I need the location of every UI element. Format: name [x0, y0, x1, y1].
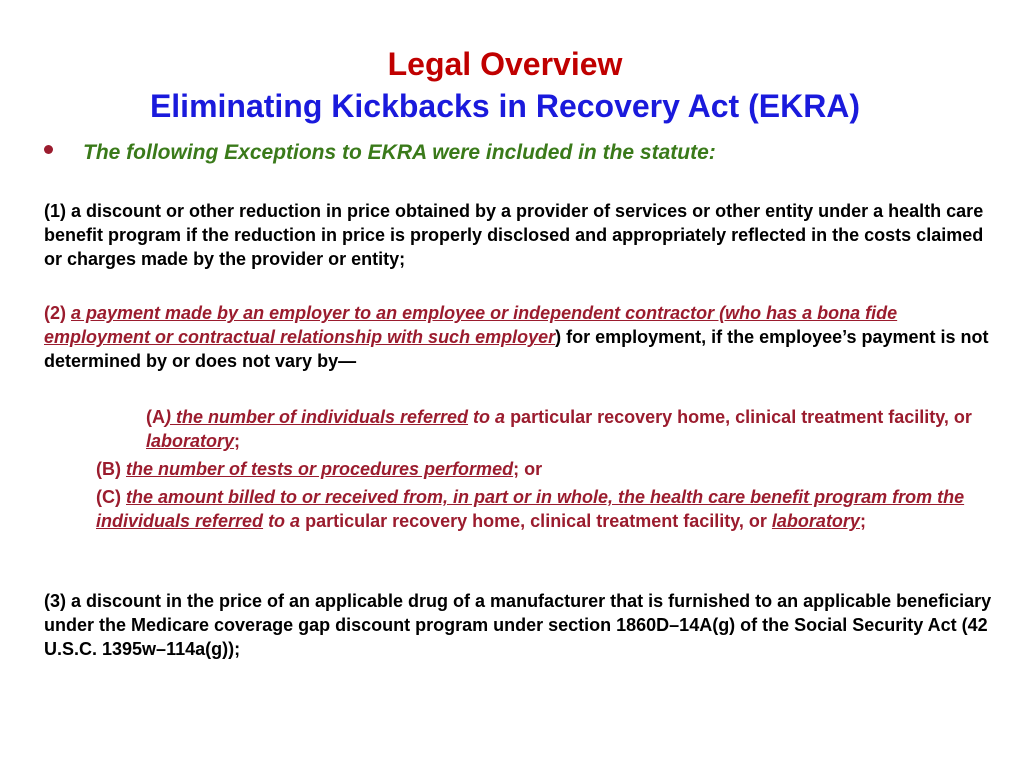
exception-1-paragraph: [44, 199, 994, 271]
title-line-1: Legal Overview: [387, 46, 623, 82]
sub-item-c-connector: to a: [263, 511, 301, 531]
exception-2-rest: ) for employment, if the employee’s payment is not determined by or does not vary by—: [44, 327, 989, 371]
exception-2-number: (2): [44, 303, 71, 323]
sub-item-a-text: particular recovery home, clinical treatment facility, or: [505, 407, 972, 427]
sub-item-c-number: (C): [96, 487, 126, 507]
sub-item-c: [96, 485, 996, 533]
sub-item-b: [96, 457, 996, 481]
sub-item-a-number: (A: [146, 407, 165, 427]
sub-item-a-emphasis: ) the number of individuals referred: [165, 407, 469, 427]
sub-item-b-emphasis: the number of tests or procedures performed: [126, 459, 514, 479]
exception-3-text: (3) a discount in the price of an applicable drug of a manufacturer that is furnished to an applicable beneficiary under the Medicare coverage gap discount program under section 1860D–14A(g) of the Social Security Act (42 U.S.C. 1395w–114a(g));: [44, 591, 992, 659]
sub-item-c-end: ;: [859, 511, 866, 531]
sub-item-a-end: ;: [234, 431, 241, 451]
sub-item-a-connector: to a: [468, 407, 506, 427]
sub-item-c-text: particular recovery home, clinical treatment facility, or: [300, 511, 772, 531]
sub-item-a-laboratory: laboratory: [146, 431, 235, 451]
exception-2-emphasis: a payment made by an employer to an employee or independent contractor (who has a bona fide employment or contractual relationship with such employer: [44, 303, 898, 347]
sub-item-b-number: (B): [96, 459, 126, 479]
slide-title: [0, 44, 1010, 128]
exception-2-paragraph: [44, 301, 1004, 373]
sub-item-a: [146, 405, 996, 453]
sub-item-c-emphasis: the amount billed to or received from, in part or in whole, the health care benefit program from the individuals referred: [96, 487, 965, 531]
sub-item-c-laboratory: laboratory: [771, 511, 860, 531]
intro-bullet: [44, 139, 716, 167]
exception-3-paragraph: [44, 589, 1004, 661]
intro-bullet-text: The following Exceptions to EKRA were included in the statute:: [83, 141, 716, 164]
title-line-2: Eliminating Kickbacks in Recovery Act (EKRA): [149, 88, 861, 124]
bullet-dot-icon: [44, 145, 53, 154]
sub-item-b-end: ; or: [513, 459, 543, 479]
exception-1-text: (1) a discount or other reduction in price obtained by a provider of services or other entity under a health care benefit program if the reduction in price is properly disclosed and appropriately reflected in the costs claimed or charges made by the provider or entity;: [44, 201, 984, 269]
